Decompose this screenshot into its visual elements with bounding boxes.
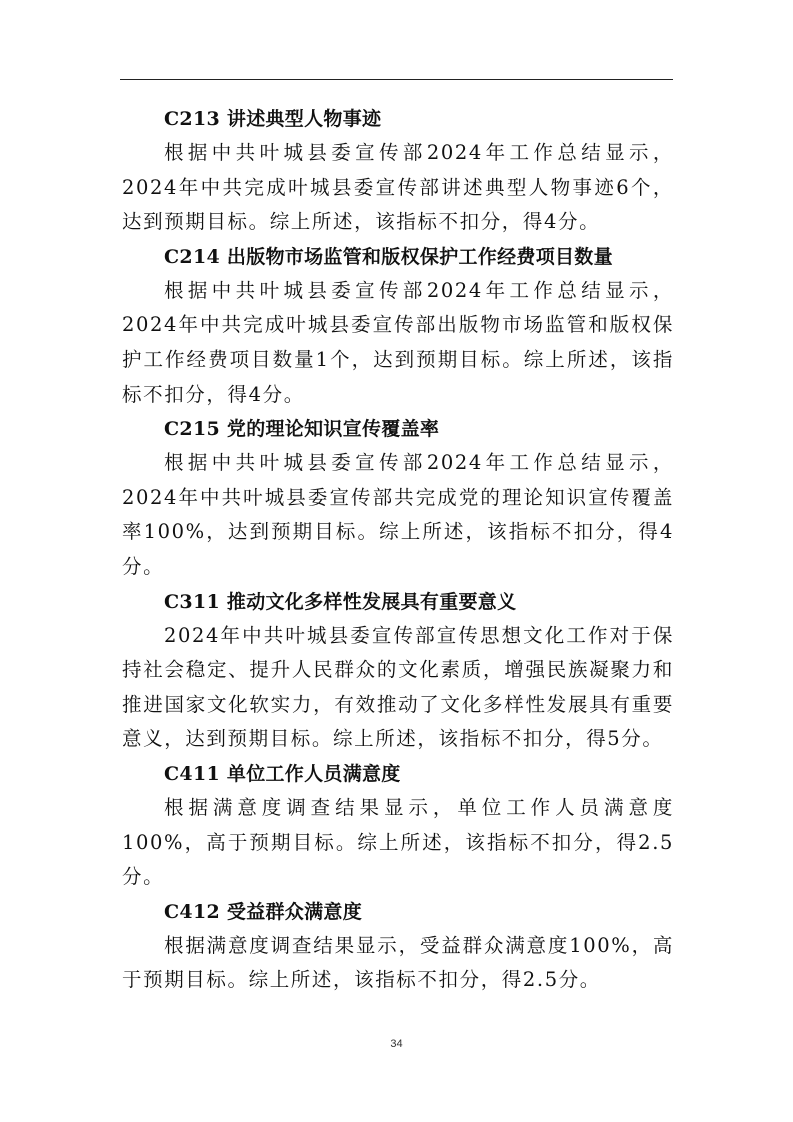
section-body-c215: 根据中共叶城县委宣传部2024年工作总结显示，2024年中共叶城县委宣传部共完成党的理论知识宣传覆盖率100%，达到预期目标。综上所述，该指标不扣分，得4分。 xyxy=(122,451,674,578)
section-heading-c213: C213 讲述典型人物事迹 xyxy=(164,108,382,130)
section-body-c411: 根据满意度调查结果显示，单位工作人员满意度100%，高于预期目标。综上所述，该指标不扣分，得2.5分。 xyxy=(122,795,674,889)
section-body-c311: 2024年中共叶城县委宣传部宣传思想文化工作对于保持社会稳定、提升人民群众的文化素质，增强民族凝聚力和推进国家文化软实力，有效推动了文化多样性发展具有重要意义，达到预期目标。综上所述，该指标不扣分，得5分。 xyxy=(122,623,674,751)
section-heading-c411: C411 单位工作人员满意度 xyxy=(164,762,401,785)
section-heading-c215: C215 党的理论知识宣传覆盖率 xyxy=(164,418,440,441)
section-body-c412: 根据满意度调查结果显示，受益群众满意度100%，高于预期目标。综上所述，该指标不扣分，得2.5分。 xyxy=(122,933,674,992)
section-heading-c412: C412 受益群众满意度 xyxy=(164,900,362,923)
header-rule xyxy=(120,79,673,80)
section-heading-c311: C311 推动文化多样性发展具有重要意义 xyxy=(164,590,517,613)
section-body-c214: 根据中共叶城县委宣传部2024年工作总结显示，2024年中共完成叶城县委宣传部出版物市场监管和版权保护工作经费项目数量1个，达到预期目标。综上所述，该指标不扣分，得4分。 xyxy=(122,278,674,406)
section-heading-c214: C214 出版物市场监管和版权保护工作经费项目数量 xyxy=(164,245,613,268)
document-body xyxy=(122,102,674,998)
section-body-c213: 根据中共叶城县委宣传部2024年工作总结显示，2024年中共完成叶城县委宣传部讲述典型人物事迹6个，达到预期目标。综上所述，该指标不扣分，得4分。 xyxy=(122,141,674,234)
page-number: 34 xyxy=(390,1038,403,1050)
